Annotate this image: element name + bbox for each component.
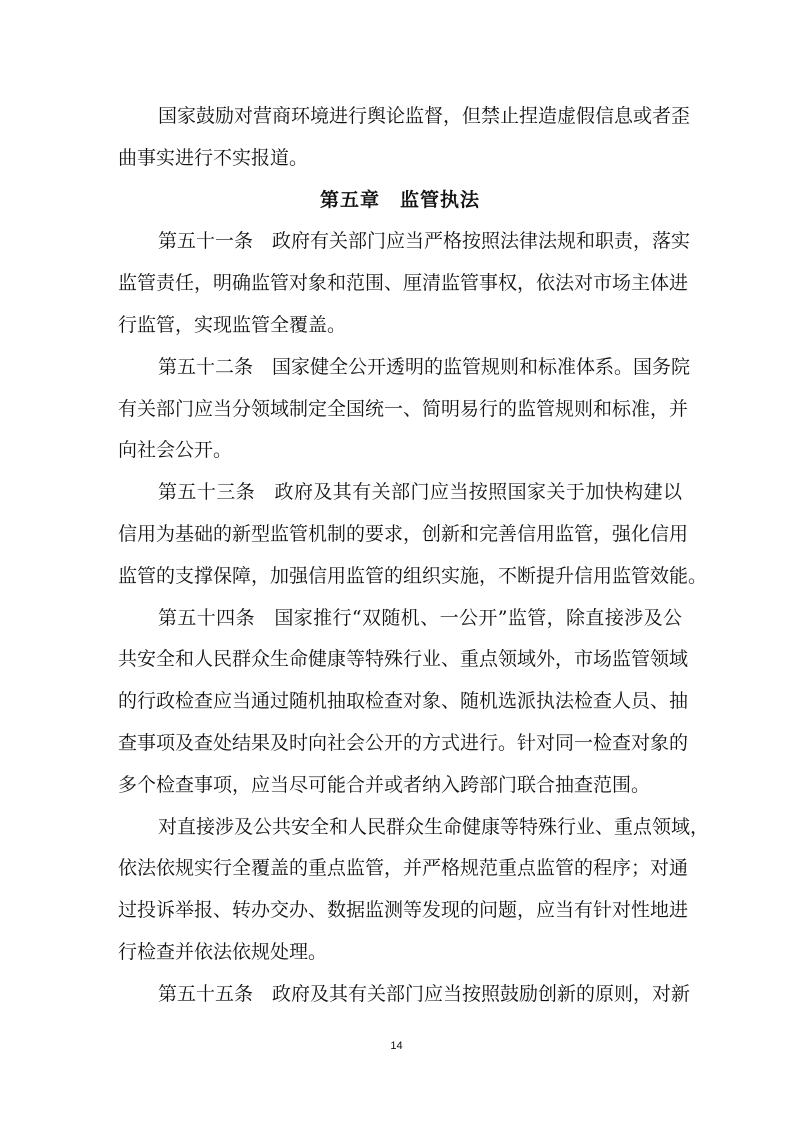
- text-line: 监管责任，明确监管对象和范围、厘清监管事权，依法对市场主体进: [118, 272, 689, 295]
- paragraph: [118, 96, 691, 180]
- text-line: 对直接涉及公共安全和人民群众生命健康等特殊行业、重点领域，: [158, 815, 710, 838]
- paragraph: [118, 598, 689, 807]
- paragraph: [118, 221, 691, 346]
- text-line: 第五十一条 政府有关部门应当严格按照法律法规和职责，落实: [158, 230, 691, 253]
- text-line: 监管的支撑保障，加强信用监管的组织实施，不断提升信用监管效能。: [118, 564, 708, 587]
- paragraph: [118, 974, 691, 1016]
- paragraph: [118, 347, 691, 472]
- text-line: 的行政检查应当通过随机抽取检查对象、随机选派执法检查人员、抽: [118, 690, 689, 713]
- text-line: 有关部门应当分领域制定全国统一、简明易行的监管规则和标准，并: [118, 397, 689, 420]
- text-line: 第五十二条 国家健全公开透明的监管规则和标准体系。国务院: [158, 355, 691, 378]
- text-line: 共安全和人民群众生命健康等特殊行业、重点领域外，市场监管领域: [118, 648, 689, 671]
- text-line: 行检查并依法依规处理。: [118, 940, 328, 963]
- text-line: 国家鼓励对营商环境进行舆论监督，但禁止捏造虚假信息或者歪: [158, 105, 691, 127]
- text-line: 行监管，实现监管全覆盖。: [118, 313, 347, 336]
- text-line: 第五十四条 国家推行“双随机、一公开”监管，除直接涉及公: [158, 606, 682, 629]
- page-number: 14: [390, 1040, 403, 1052]
- text-line: 向社会公开。: [118, 439, 233, 462]
- text-line: 多个检查事项，应当尽可能合并或者纳入跨部门联合抽查范围。: [118, 773, 651, 796]
- document-body: [118, 96, 710, 1016]
- paragraph: [118, 807, 710, 974]
- text-line: 第五十三条 政府及其有关部门应当按照国家关于加快构建以: [158, 481, 682, 504]
- text-line: 信用为基础的新型监管机制的要求，创新和完善信用监管，强化信用: [118, 522, 689, 545]
- text-line: 曲事实进行不实报道。: [118, 146, 309, 169]
- text-line: 第五十五条 政府及其有关部门应当按照鼓励创新的原则，对新: [158, 982, 691, 1005]
- paragraph: [118, 472, 708, 597]
- text-line: 过投诉举报、转办交办、数据监测等发现的问题，应当有针对性地进: [118, 899, 689, 922]
- text-line: 依法依规实行全覆盖的重点监管，并严格规范重点监管的程序；对通: [118, 857, 689, 880]
- text-line: 查事项及查处结果及时向社会公开的方式进行。针对同一检查对象的: [118, 731, 689, 754]
- chapter-heading: 第五章 监管执法: [319, 188, 480, 211]
